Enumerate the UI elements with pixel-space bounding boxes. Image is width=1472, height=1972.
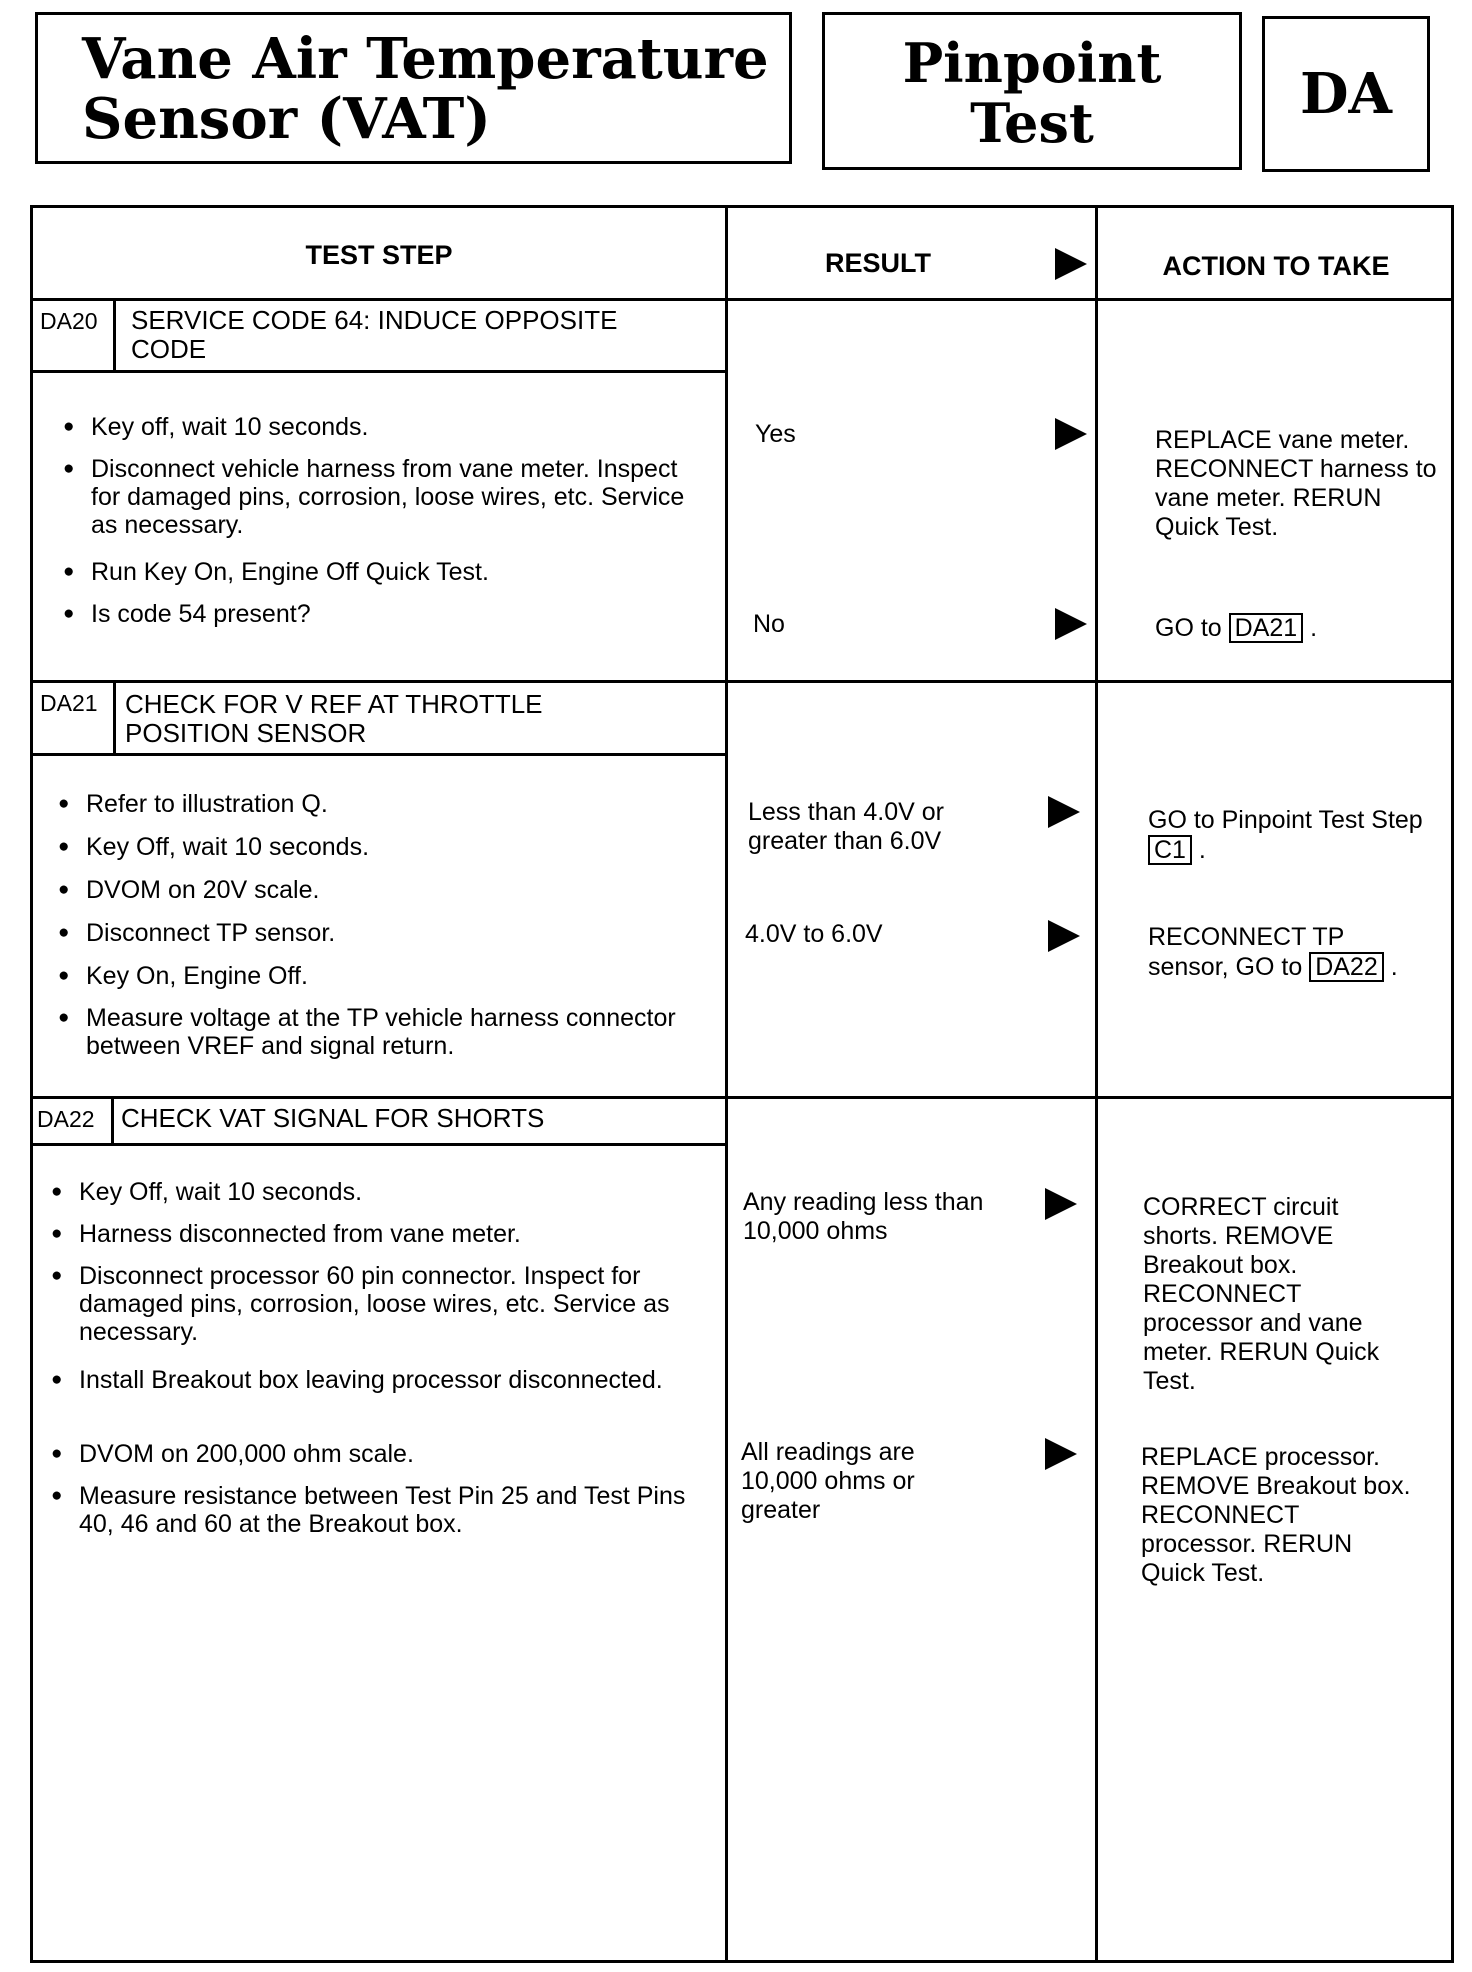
result-text: No [753,610,785,638]
step-title [125,690,543,748]
header-row-divider [33,298,1451,301]
step-bullet: ● Run Key On, Engine Off Quick Test. [63,558,691,586]
step-bullet: ● Measure voltage at the TP vehicle harness connector between VREF and signal return. [58,1004,686,1060]
title-box [35,12,792,164]
result-arrow-icon [1045,1188,1077,1220]
step-bullet: ● Harness disconnected from vane meter. [51,1220,679,1248]
result-arrow-icon [1048,796,1080,828]
step-id: DA20 [40,308,98,334]
step-bullet: ● Disconnect TP sensor. [58,919,686,947]
step-title-line: SERVICE CODE 64: INDUCE OPPOSITE [131,305,618,335]
test-type [825,33,1239,153]
action-text: REPLACE vane meter. RECONNECT harness to vane meter. RERUN Quick Test. [1155,426,1437,541]
action-prefix: GO to [1155,614,1222,642]
step-bullet: ● Is code 54 present? [63,600,691,628]
step-bullet: ● Refer to illustration Q. [58,790,686,818]
action-prefix: GO to Pinpoint Test Step [1148,806,1423,834]
action-text: REPLACE processor. REMOVE Breakout box. RECONNECT processor. RERUN Quick Test. [1141,1443,1411,1587]
step-bullet: ● Key On, Engine Off. [58,962,686,990]
action-text [1148,806,1438,865]
col-header-test-step: TEST STEP [305,240,453,270]
step-title-line: POSITION SENSOR [125,718,367,748]
step-bullet: ● Install Breakout box leaving processor disconnected. [51,1366,679,1394]
step-reference-link[interactable]: DA22 [1309,952,1384,982]
step-da22-title-divider [33,1143,725,1146]
title-line-2: Sensor (VAT) [82,86,491,152]
step-title-line: CODE [131,334,207,364]
title-line-1: Vane Air Temperature [82,26,769,92]
step-divider [33,1096,1451,1099]
step-title-line: CHECK VAT SIGNAL FOR SHORTS [121,1103,545,1133]
action-suffix: . [1390,953,1398,981]
step-reference-link[interactable]: DA21 [1229,613,1304,643]
col-header-result: RESULT [825,248,931,278]
column-divider-1 [725,208,728,1960]
step-title [121,1104,544,1133]
step-title-line: CHECK FOR V REF AT THROTTLE [125,689,543,719]
column-divider-2 [1095,208,1098,1960]
action-suffix: . [1310,614,1318,642]
step-bullet: ● Key Off, wait 10 seconds. [51,1178,679,1206]
action-text [1155,613,1445,643]
result-text: 4.0V to 6.0V [745,920,883,948]
step-bullet: ● Measure resistance between Test Pin 25 and Test Pins 40, 46 and 60 at the Breakout box. [51,1482,699,1538]
action-prefix: RECONNECT TP sensor, GO to [1148,923,1344,981]
action-text [1148,923,1398,982]
result-arrow-icon [1055,248,1087,280]
step-bullet: ● DVOM on 200,000 ohm scale. [51,1440,679,1468]
step-title [131,306,617,364]
step-da20-id-divider [113,298,116,370]
col-header-action: ACTION TO TAKE [1162,251,1390,281]
action-text: CORRECT circuit shorts. REMOVE Breakout box. RECONNECT processor and vane meter. RERUN Quick Test. [1143,1193,1380,1395]
step-divider [33,680,1451,683]
result-text: Less than 4.0V or greater than 6.0V [748,798,944,855]
page-title [82,26,769,152]
step-bullet: ● Disconnect processor 60 pin connector. Inspect for damaged pins, corrosion, loose wires, etc. Service as necessary. [51,1262,699,1346]
step-bullet: ● DVOM on 20V scale. [58,876,686,904]
step-da21-id-divider [113,680,116,753]
result-arrow-icon [1055,608,1087,640]
test-type-line-2: Test [970,91,1094,155]
result-arrow-icon [1055,418,1087,450]
pinpoint-table [30,205,1454,1963]
step-da20-title-divider [33,370,725,373]
step-id: DA21 [40,690,98,716]
step-bullet: ● Key Off, wait 10 seconds. [58,833,686,861]
result-arrow-icon [1048,920,1080,952]
test-type-line-1: Pinpoint [902,31,1162,95]
result-text: All readings are 10,000 ohms or greater [741,1438,915,1524]
result-text: Yes [755,420,796,448]
step-id: DA22 [37,1106,95,1132]
step-bullet: ● Key off, wait 10 seconds. [63,413,691,441]
result-arrow-icon [1045,1438,1077,1470]
test-code: DA [1299,61,1392,127]
test-type-box [822,12,1242,170]
step-da22-id-divider [111,1096,114,1143]
step-da21-title-divider [33,753,725,756]
result-text: Any reading less than 10,000 ohms [743,1188,984,1245]
step-reference-link[interactable]: C1 [1148,835,1192,865]
step-bullet: ● Disconnect vehicle harness from vane meter. Inspect for damaged pins, corrosion, loose wires, etc. Service as necessary. [63,455,691,539]
action-suffix: . [1198,836,1206,864]
test-code-box [1262,16,1430,172]
